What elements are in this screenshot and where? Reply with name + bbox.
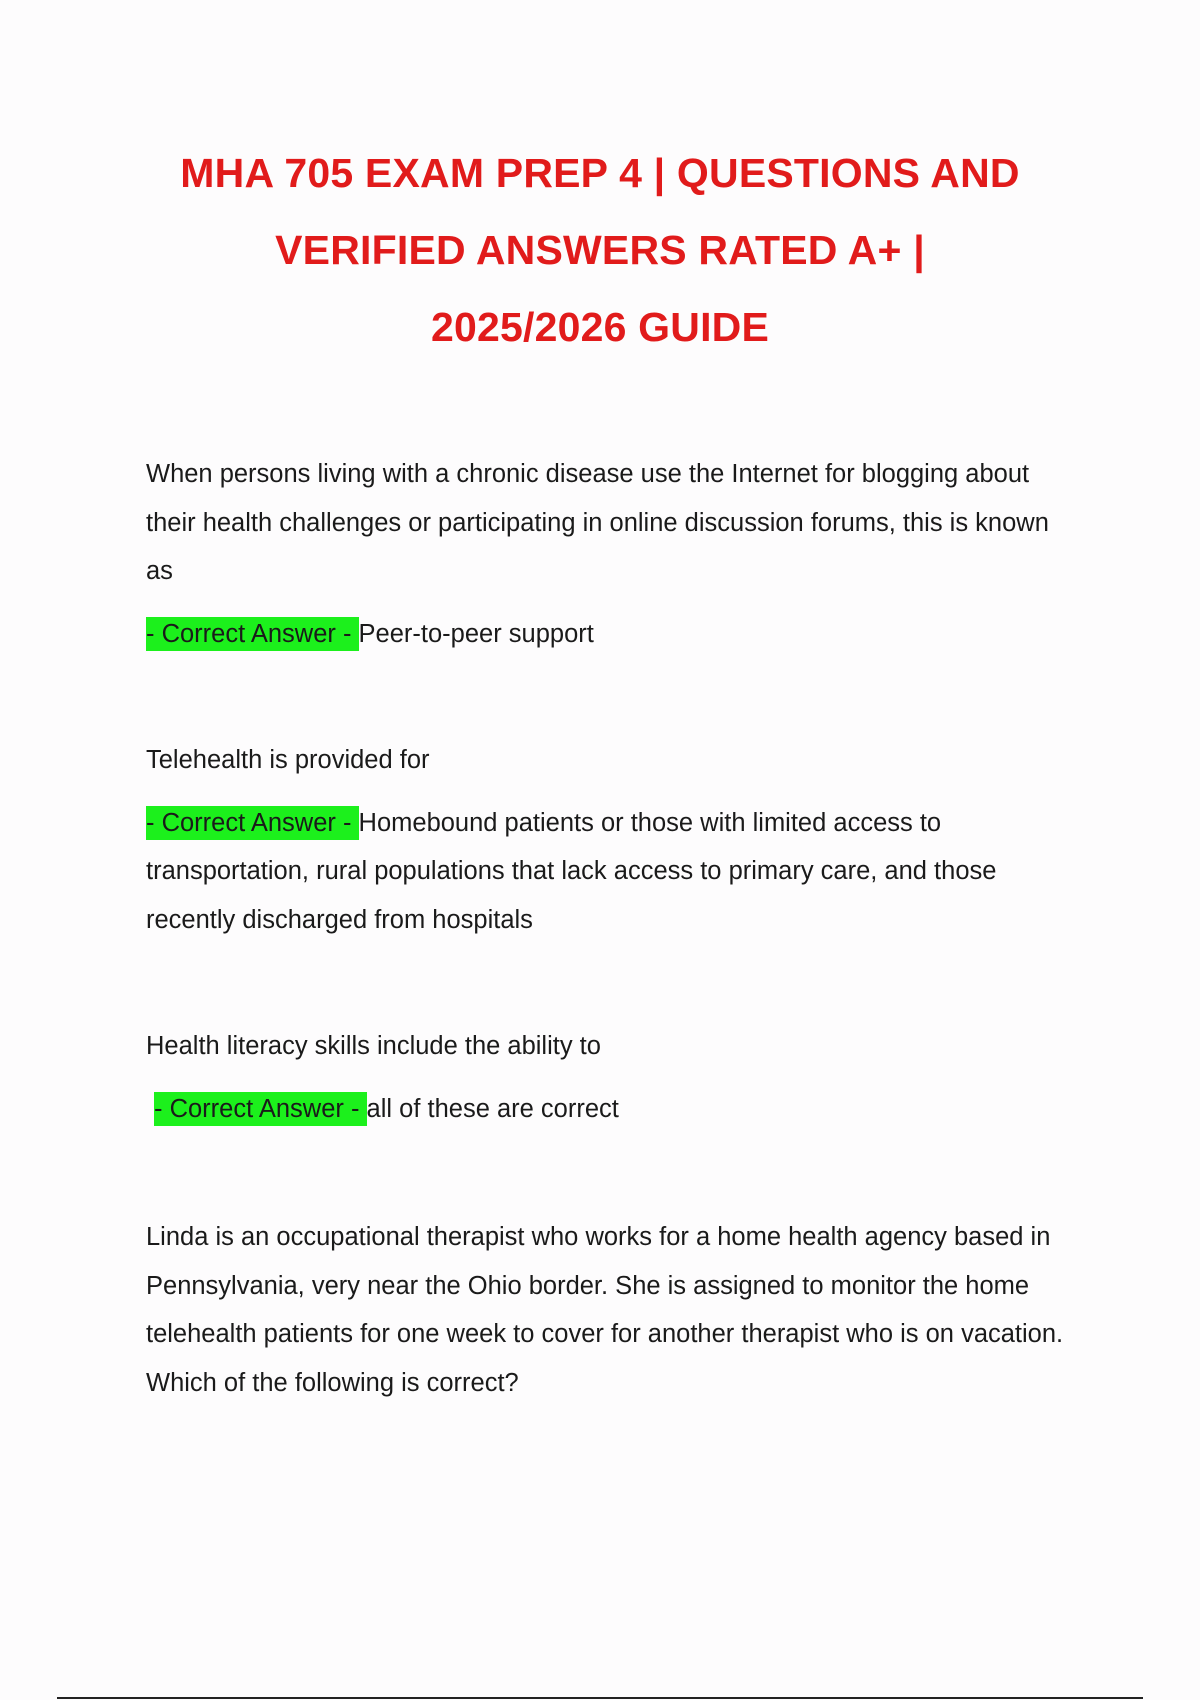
answer-text: Peer-to-peer support bbox=[358, 619, 594, 648]
question-text: Telehealth is provided for bbox=[146, 746, 430, 774]
question-text: Linda is an occupational therapist who works for a home health agency based in Pennsylvania, very near the Ohio border. She is assigned to monitor the home telehealth patients for one week to cover for another therapist who is on vacation. Which of the following is correct? bbox=[146, 1223, 1064, 1397]
correct-answer-highlight: - Correct Answer - bbox=[146, 806, 359, 840]
answer-text: all of these are correct bbox=[366, 1094, 619, 1123]
qa-item bbox=[146, 1213, 1076, 1407]
question-text: Health literacy skills include the ability to bbox=[146, 1032, 601, 1060]
correct-answer-highlight: - Correct Answer - bbox=[154, 1092, 367, 1126]
document-title bbox=[100, 135, 1100, 366]
qa-list bbox=[146, 450, 1076, 1407]
title-line-3: 2025/2026 GUIDE bbox=[430, 304, 770, 350]
page-bottom-rule bbox=[57, 1697, 1143, 1699]
qa-item bbox=[146, 450, 1076, 658]
answer-text: Homebound patients or those with limited access to transportation, rural populations that lack access to primary care, and those recently discharged from hospitals bbox=[146, 808, 997, 934]
answer-line bbox=[146, 610, 1076, 659]
question-text: When persons living with a chronic disease use the Internet for blogging about their health challenges or participating in online discussion forums, this is known as bbox=[146, 460, 1049, 585]
title-line-2: VERIFIED ANSWERS RATED A+ | bbox=[275, 227, 925, 273]
qa-item bbox=[146, 736, 1076, 944]
correct-answer-highlight: - Correct Answer - bbox=[146, 617, 359, 651]
qa-item bbox=[146, 1022, 1076, 1133]
answer-line bbox=[146, 799, 1076, 945]
title-line-1: MHA 705 EXAM PREP 4 | QUESTIONS AND bbox=[180, 150, 1020, 196]
answer-line bbox=[146, 1085, 1076, 1134]
